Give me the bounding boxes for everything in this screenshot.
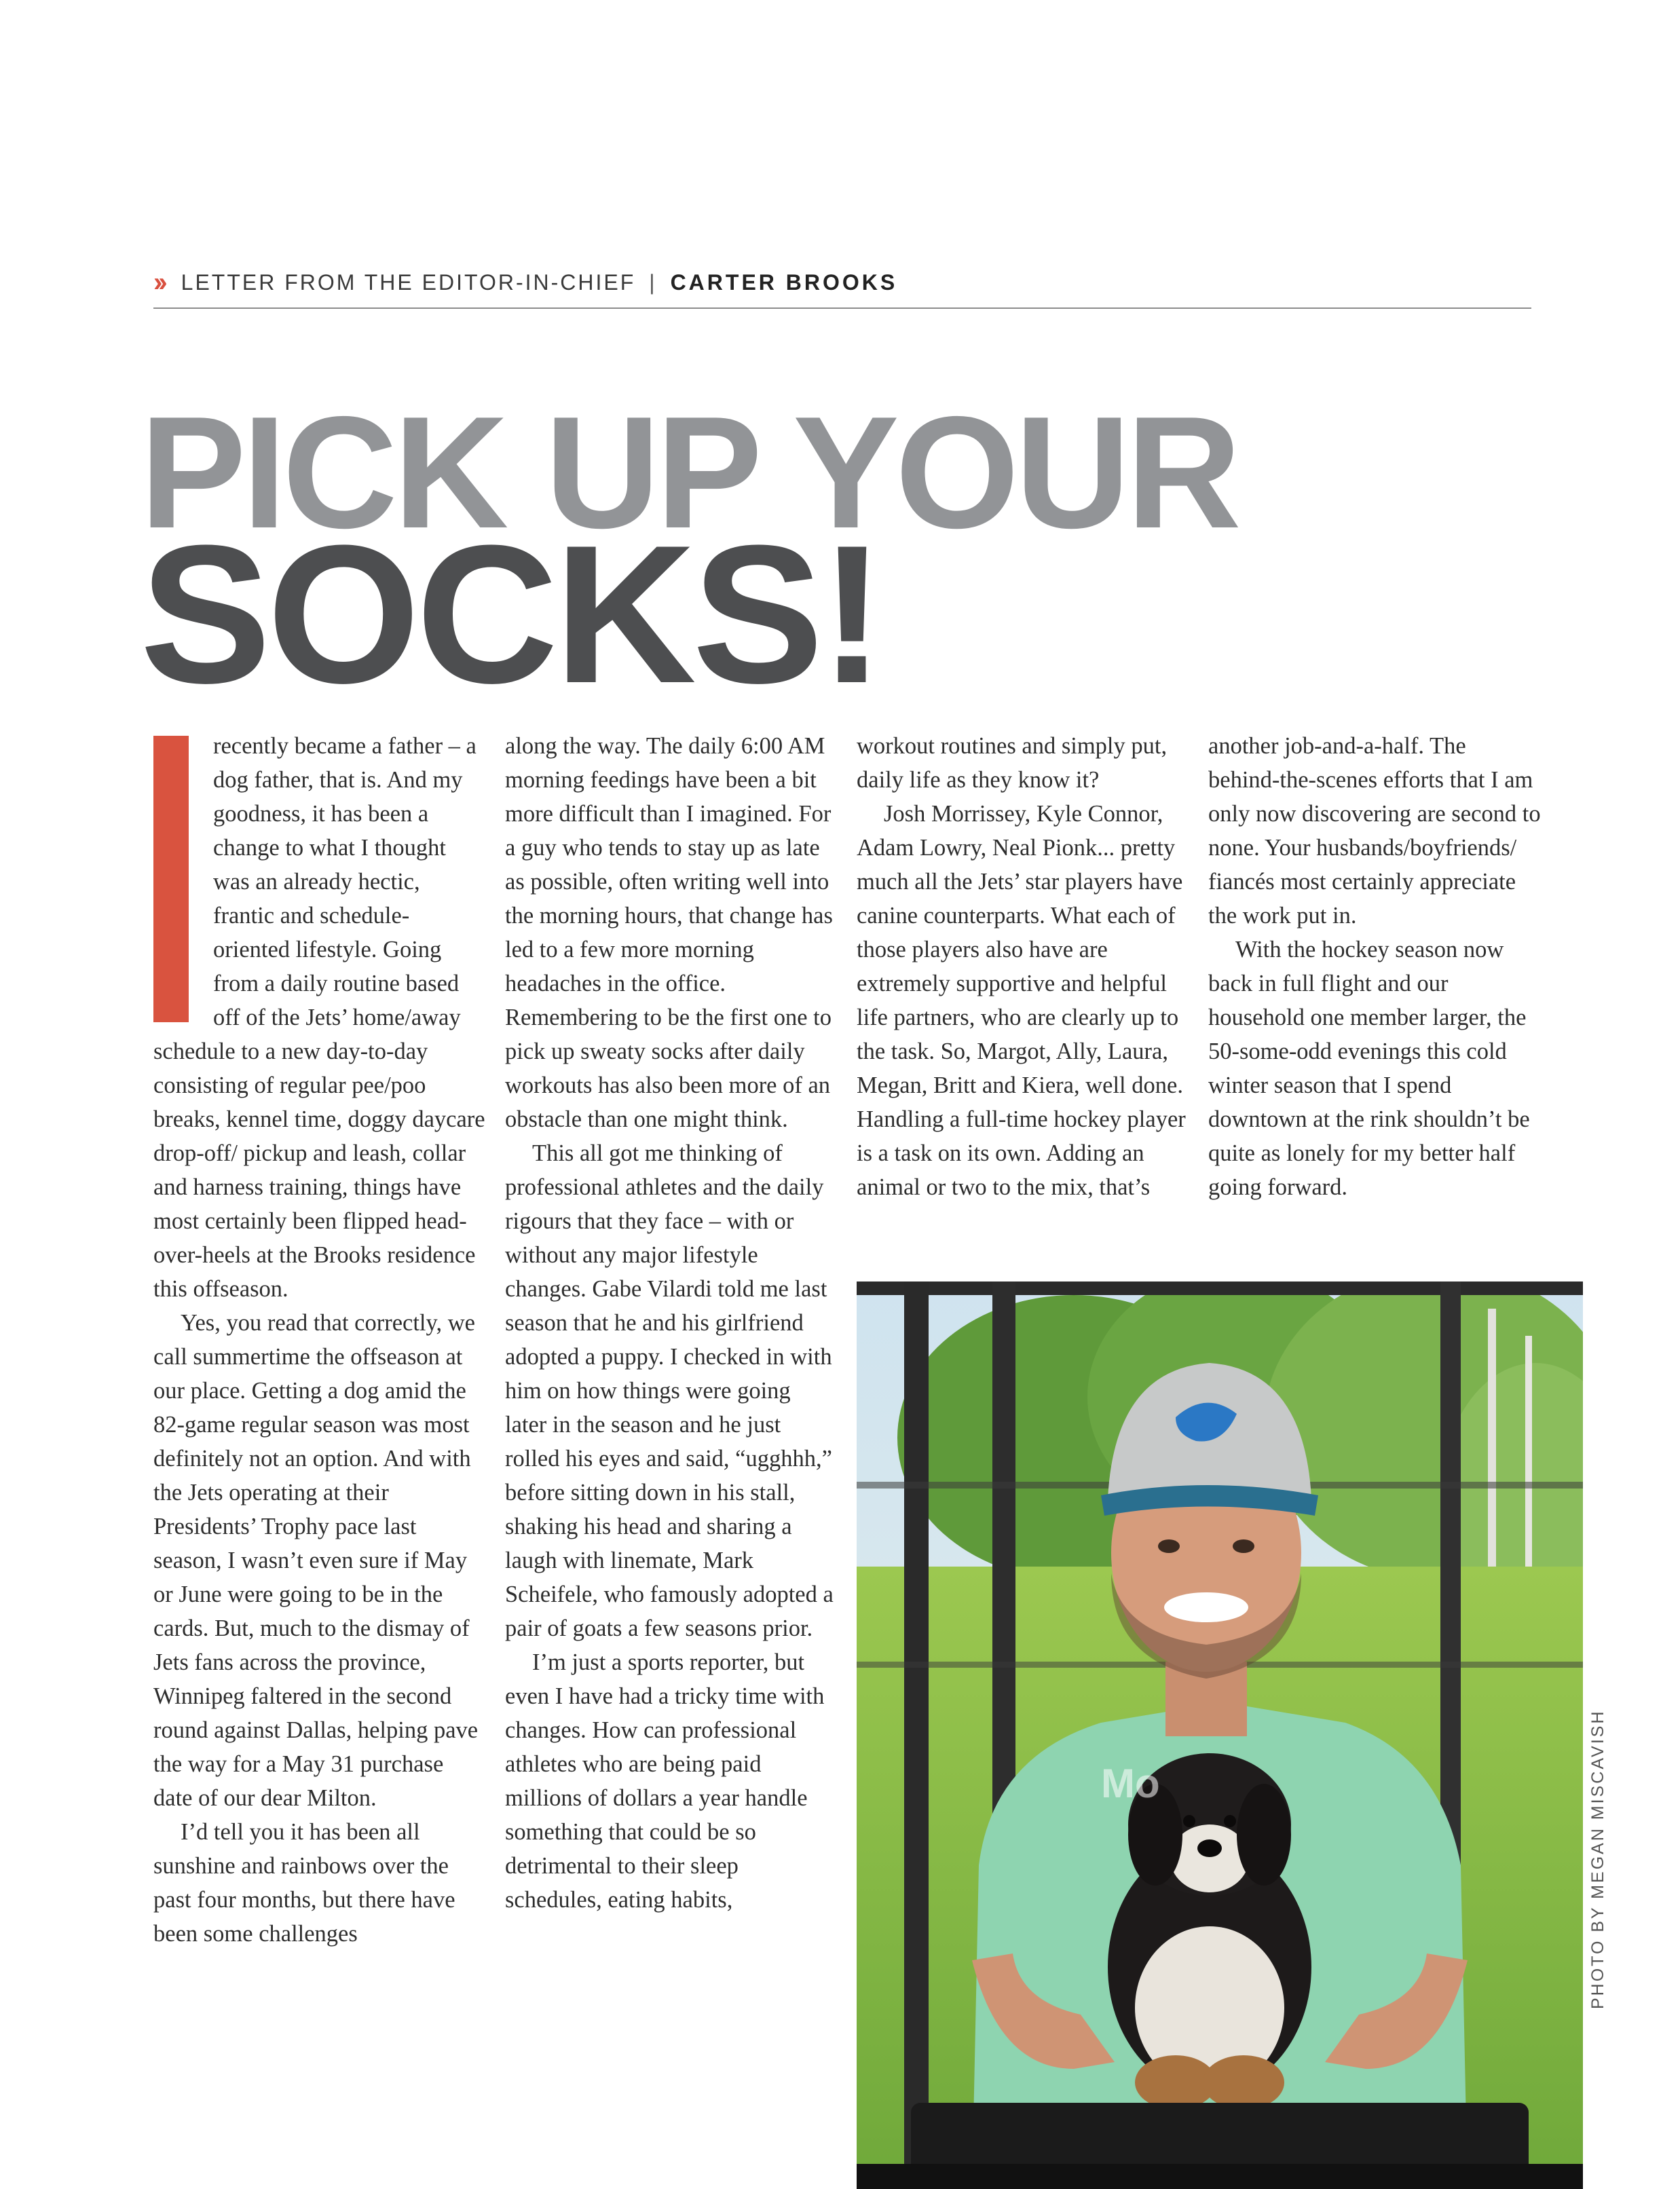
paragraph: workout routines and simply put, daily life as they know it? xyxy=(857,733,1168,793)
paragraph: I’d tell you it has been all sunshine and rainbows over the past four months, but there have been some challenges xyxy=(153,1819,455,1947)
paragraph: along the way. The daily 6:00 AM morning feedings have been a bit more difficult than I imagined. For a guy who tends to stay up as late as possible, often writing well into the morning hours, that change has led to a few more morning headaches in the office. Remembering to be the first one to pick up sweaty socks after daily workouts has also been more of an obstacle than one might think. xyxy=(505,733,833,1132)
paragraph: recently became a father – a dog father, that is. And my goodness, it has been a change to what I thought was an already hectic, frantic and schedule-oriented lifestyle. Going from a daily routine based off of the Jets’ home/away schedule to a new day-to-day consisting of regular pee/poo breaks, kennel time, doggy daycare drop-off/ pickup and leash, collar and harness training, things have most certainly been flipped head-over-heels at the Brooks residence this offseason. xyxy=(153,733,485,1302)
article-column-4 xyxy=(1208,729,1541,1204)
article-column-1 xyxy=(153,729,486,1951)
headline-line-2: SOCKS! xyxy=(140,504,881,724)
article-column-2 xyxy=(505,729,838,1917)
author-name: CARTER BROOKS xyxy=(670,269,898,295)
drop-cap-i xyxy=(153,736,189,1022)
headline-line-1: PICK UP YOUR xyxy=(140,383,1237,561)
header-divider xyxy=(153,307,1531,309)
photo-credit: PHOTO BY MEGAN MISCAVISH xyxy=(1588,1709,1607,2009)
section-kicker xyxy=(153,269,1531,296)
chevron-icon: ›› xyxy=(153,267,164,297)
photo-illustration xyxy=(857,1281,1583,2189)
paragraph: another job-and-a-half. The behind-the-scenes efforts that I am only now discovering are second to none. Your husbands/boyfriends/ fiancés most certainly appreciate the work put in. xyxy=(1208,733,1541,929)
section-label: LETTER FROM THE EDITOR-IN-CHIEF xyxy=(181,269,636,295)
article-column-3 xyxy=(857,729,1189,1204)
kicker-separator: | xyxy=(649,269,657,295)
paragraph: With the hockey season now back in full flight and our household one member larger, the 50-some-odd evenings this cold winter season that I spend downtown at the rink shouldn’t be quite as lonely for my better half going forward. xyxy=(1208,937,1530,1200)
paragraph: I’m just a sports reporter, but even I have had a tricky time with changes. How can professional athletes who are being paid millions of dollars a year handle something that could be so detrimental to their sleep schedules, eating habits, xyxy=(505,1649,825,1913)
paragraph: Yes, you read that correctly, we call summertime the offseason at our place. Getting a dog amid the 82-game regular season was most definitely not an option. And with the Jets operating at their Presidents’ Trophy pace last season, I wasn’t even sure if May or June were going to be in the cards. But, much to the dismay of Jets fans across the province, Winnipeg faltered in the second round against Dallas, helping pave the way for a May 31 purchase date of our dear Milton. xyxy=(153,1310,479,1811)
paragraph: This all got me thinking of professional athletes and the daily rigours that they face – with or without any major lifestyle changes. Gabe Vilardi told me last season that he and his girlfriend adopted a puppy. I checked in with him on how things were going later in the season and he just rolled his eyes and said, “ugghhh,” before sitting down in his stall, shaking his head and sharing a laugh with linemate, Mark Scheifele, who famously adopted a pair of goats a few seasons prior. xyxy=(505,1140,834,1641)
photo-man-with-puppy xyxy=(857,1281,1583,2189)
paragraph: Josh Morrissey, Kyle Connor, Adam Lowry, Neal Pionk... pretty much all the Jets’ star players have canine counterparts. What each of those players also have are extremely supportive and helpful life partners, who are clearly up to the task. So, Margot, Ally, Laura, Megan, Britt and Kiera, well done. Handling a full-time hockey player is a task on its own. Adding an animal or two to the mix, that’s xyxy=(857,801,1186,1200)
shirt-logo-text: Mo xyxy=(1101,1761,1160,1806)
